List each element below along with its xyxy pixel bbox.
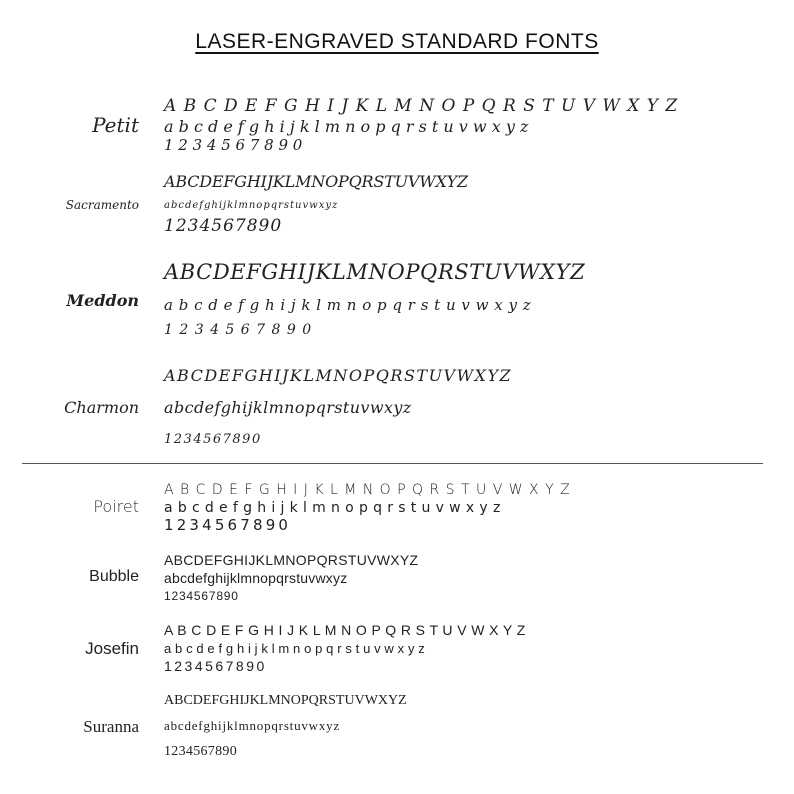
sample-lowercase-sacramento: abcdefghijklmnopqrstuvwxyz — [164, 200, 339, 211]
sample-lowercase-josefin: a b c d e f g h i j k l m n o p q r s t u v w x y z — [164, 641, 425, 656]
font-name-petit: Petit — [92, 113, 139, 137]
sample-digits-suranna: 1234567890 — [164, 744, 237, 759]
sample-lowercase-charmon: abcdefghijklmnopqrstuvwxyz — [164, 398, 412, 417]
font-name-sacramento: Sacramento — [65, 198, 139, 212]
section-divider — [22, 463, 763, 464]
sample-uppercase-poiret: A B C D E F G H I J K L M N O P Q R S T U V W X Y Z — [164, 482, 571, 498]
sample-digits-sacramento: 1234567890 — [164, 216, 283, 236]
sample-digits-meddon: 1 2 3 4 5 6 7 8 9 0 — [164, 322, 313, 338]
sample-uppercase-bubble: ABCDEFGHIJKLMNOPQRSTUVWXYZ — [164, 552, 419, 568]
sample-uppercase-petit: A B C D E F G H I J K L M N O P Q R S T U V W X Y Z — [164, 96, 679, 116]
font-name-poiret: Poiret — [93, 497, 139, 516]
sample-uppercase-josefin: A B C D E F G H I J K L M N O P Q R S T U V W X Y Z — [164, 622, 526, 638]
sample-uppercase-charmon: ABCDEFGHIJKLMNOPQRSTUVWXYZ — [164, 366, 513, 385]
font-name-meddon: Meddon — [66, 291, 139, 310]
font-name-charmon: Charmon — [64, 398, 139, 417]
sample-digits-charmon: 1234567890 — [164, 432, 262, 447]
sample-lowercase-poiret: a b c d e f g h i j k l m n o p q r s t u v w x y z — [164, 500, 501, 516]
sample-uppercase-suranna: ABCDEFGHIJKLMNOPQRSTUVWXYZ — [164, 693, 407, 708]
font-name-josefin: Josefin — [85, 639, 139, 658]
sample-digits-josefin: 1 2 3 4 5 6 7 8 9 0 — [164, 658, 264, 674]
sample-lowercase-meddon: a b c d e f g h i j k l m n o p q r s t u v w x y z — [164, 296, 532, 314]
sample-digits-petit: 1 2 3 4 5 6 7 8 9 0 — [164, 136, 303, 154]
sample-uppercase-meddon: ABCDEFGHIJKLMNOPQRSTUVWXYZ — [164, 260, 586, 284]
sample-digits-poiret: 1 2 3 4 5 6 7 8 9 0 — [164, 516, 288, 534]
sample-uppercase-sacramento: ABCDEFGHIJKLMNOPQRSTUVWXYZ — [164, 172, 468, 191]
sample-lowercase-petit: a b c d e f g h i j k l m n o p q r s t u v w x y z — [164, 117, 529, 136]
sample-digits-bubble: 1234567890 — [164, 589, 239, 603]
sample-lowercase-suranna: abcdefghijklmnopqrstuvwxyz — [164, 718, 341, 733]
sample-lowercase-bubble: abcdefghijklmnopqrstuvwxyz — [164, 570, 348, 586]
page-title: LASER-ENGRAVED STANDARD FONTS — [195, 30, 599, 53]
font-name-suranna: Suranna — [83, 717, 139, 736]
font-name-bubble: Bubble — [89, 568, 139, 585]
